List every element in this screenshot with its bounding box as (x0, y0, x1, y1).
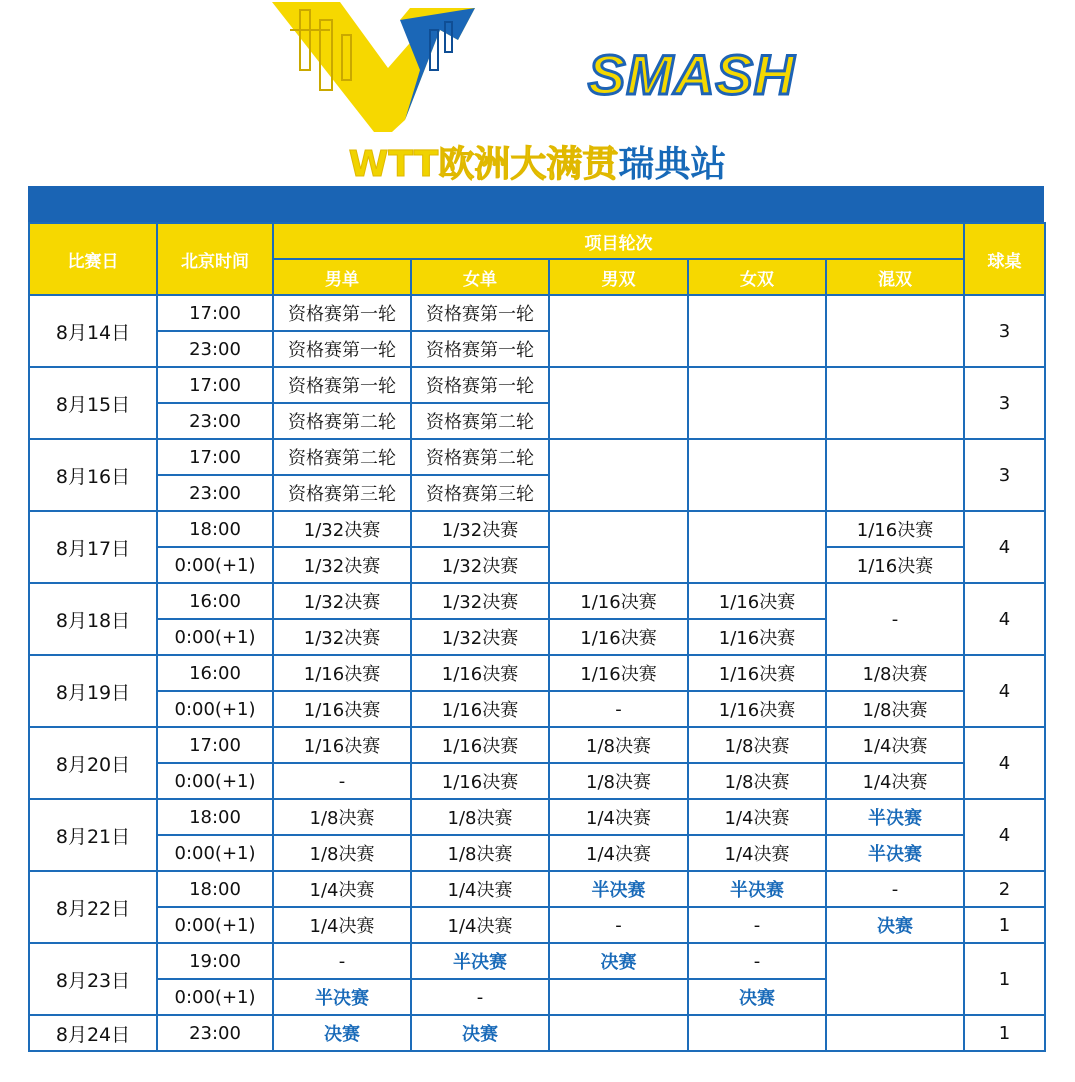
ms-cell: 资格赛第一轮 (273, 331, 411, 367)
tables-cell: 4 (964, 511, 1045, 583)
wd-cell (688, 1015, 826, 1051)
wtt-logo (270, 0, 570, 135)
ws-cell: 资格赛第一轮 (411, 331, 549, 367)
header-tables: 球桌 (964, 223, 1045, 295)
header-band (28, 186, 1044, 222)
md-cell: 1/8决赛 (549, 727, 688, 763)
wd-cell: 1/16决赛 (688, 583, 826, 619)
md-cell (549, 367, 688, 439)
wd-cell: 决赛 (688, 979, 826, 1015)
schedule-table (28, 222, 1046, 1052)
ws-cell: 决赛 (411, 1015, 549, 1051)
ws-cell: 资格赛第一轮 (411, 295, 549, 331)
xd-cell: 1/4决赛 (826, 727, 964, 763)
wd-cell: - (688, 907, 826, 943)
tables-cell: 2 (964, 871, 1045, 907)
table-row (29, 943, 1045, 979)
ws-cell: 1/32决赛 (411, 547, 549, 583)
date-cell: 8月18日 (29, 583, 157, 655)
ws-cell: 1/8决赛 (411, 799, 549, 835)
wd-cell: 1/16决赛 (688, 655, 826, 691)
ws-cell: 资格赛第三轮 (411, 475, 549, 511)
wd-cell (688, 295, 826, 367)
header-ms: 男单 (273, 259, 411, 295)
tables-cell: 4 (964, 655, 1045, 727)
table-row (29, 871, 1045, 907)
xd-cell (826, 367, 964, 439)
table-row (29, 367, 1045, 403)
tables-cell: 4 (964, 583, 1045, 655)
header-wd: 女双 (688, 259, 826, 295)
time-cell: 18:00 (157, 871, 273, 907)
table-row (29, 295, 1045, 331)
wd-cell (688, 439, 826, 511)
wd-cell (688, 367, 826, 439)
ws-cell: - (411, 979, 549, 1015)
date-cell: 8月20日 (29, 727, 157, 799)
md-cell (549, 295, 688, 367)
date-cell: 8月19日 (29, 655, 157, 727)
time-cell: 23:00 (157, 475, 273, 511)
header-xd: 混双 (826, 259, 964, 295)
time-cell: 17:00 (157, 295, 273, 331)
md-cell (549, 1015, 688, 1051)
tables-cell: 1 (964, 907, 1045, 943)
ms-cell: 1/4决赛 (273, 871, 411, 907)
table-row (29, 583, 1045, 619)
md-cell: 1/4决赛 (549, 835, 688, 871)
time-cell: 23:00 (157, 1015, 273, 1051)
time-cell: 16:00 (157, 655, 273, 691)
time-cell: 17:00 (157, 367, 273, 403)
time-cell: 17:00 (157, 439, 273, 475)
time-cell: 18:00 (157, 511, 273, 547)
table-row (29, 835, 1045, 871)
xd-cell: 1/4决赛 (826, 763, 964, 799)
table-row (29, 691, 1045, 727)
header-time: 北京时间 (157, 223, 273, 295)
header-date: 比赛日 (29, 223, 157, 295)
ms-cell: 决赛 (273, 1015, 411, 1051)
time-cell: 0:00(+1) (157, 763, 273, 799)
xd-cell: 1/16决赛 (826, 511, 964, 547)
md-cell (549, 439, 688, 511)
ws-cell: 资格赛第一轮 (411, 367, 549, 403)
ms-cell: - (273, 763, 411, 799)
page-title (0, 136, 1075, 187)
ms-cell: 1/32决赛 (273, 619, 411, 655)
date-cell: 8月22日 (29, 871, 157, 943)
wd-cell: 1/4决赛 (688, 835, 826, 871)
xd-cell: 半决赛 (826, 799, 964, 835)
tables-cell: 3 (964, 295, 1045, 367)
ms-cell: 1/16决赛 (273, 655, 411, 691)
ws-cell: 1/16决赛 (411, 763, 549, 799)
xd-cell: 1/8决赛 (826, 691, 964, 727)
time-cell: 17:00 (157, 727, 273, 763)
tables-cell: 4 (964, 799, 1045, 871)
time-cell: 23:00 (157, 403, 273, 439)
wd-cell: 1/4决赛 (688, 799, 826, 835)
time-cell: 0:00(+1) (157, 547, 273, 583)
header-md: 男双 (549, 259, 688, 295)
wd-cell: 半决赛 (688, 871, 826, 907)
ms-cell: 1/8决赛 (273, 835, 411, 871)
wd-cell: - (688, 943, 826, 979)
wd-cell (688, 511, 826, 583)
tables-cell: 3 (964, 367, 1045, 439)
wd-cell: 1/8决赛 (688, 727, 826, 763)
ms-cell: 资格赛第一轮 (273, 367, 411, 403)
md-cell (549, 979, 688, 1015)
date-cell: 8月17日 (29, 511, 157, 583)
ms-cell: 资格赛第二轮 (273, 403, 411, 439)
table-row (29, 439, 1045, 475)
time-cell: 0:00(+1) (157, 691, 273, 727)
ms-cell: 1/16决赛 (273, 727, 411, 763)
table-row (29, 547, 1045, 583)
xd-cell: 1/16决赛 (826, 547, 964, 583)
tables-cell: 3 (964, 439, 1045, 511)
tables-cell: 4 (964, 727, 1045, 799)
xd-cell: 决赛 (826, 907, 964, 943)
md-cell: - (549, 691, 688, 727)
ws-cell: 资格赛第二轮 (411, 439, 549, 475)
md-cell: 1/16决赛 (549, 583, 688, 619)
table-row (29, 655, 1045, 691)
xd-cell (826, 943, 964, 1015)
ws-cell: 1/16决赛 (411, 727, 549, 763)
smash-wordmark: SMASH (588, 43, 796, 106)
md-cell: 半决赛 (549, 871, 688, 907)
ms-cell: 1/16决赛 (273, 691, 411, 727)
time-cell: 0:00(+1) (157, 907, 273, 943)
ws-cell: 1/16决赛 (411, 655, 549, 691)
xd-cell (826, 295, 964, 367)
wtt-v-logo-icon (270, 0, 570, 135)
ms-cell: 1/32决赛 (273, 547, 411, 583)
table-row (29, 907, 1045, 943)
ms-cell: 1/32决赛 (273, 583, 411, 619)
date-cell: 8月24日 (29, 1015, 157, 1051)
ws-cell: 1/16决赛 (411, 691, 549, 727)
xd-cell: 1/8决赛 (826, 655, 964, 691)
time-cell: 19:00 (157, 943, 273, 979)
ws-cell: 1/4决赛 (411, 907, 549, 943)
ms-cell: 1/8决赛 (273, 799, 411, 835)
xd-cell: 半决赛 (826, 835, 964, 871)
ws-cell: 1/8决赛 (411, 835, 549, 871)
ws-cell: 1/32决赛 (411, 511, 549, 547)
time-cell: 16:00 (157, 583, 273, 619)
md-cell: 1/4决赛 (549, 799, 688, 835)
date-cell: 8月21日 (29, 799, 157, 871)
table-row (29, 799, 1045, 835)
wd-cell: 1/16决赛 (688, 619, 826, 655)
time-cell: 0:00(+1) (157, 619, 273, 655)
md-cell: 决赛 (549, 943, 688, 979)
date-cell: 8月16日 (29, 439, 157, 511)
table-row (29, 1015, 1045, 1051)
xd-cell: - (826, 583, 964, 655)
md-cell: 1/16决赛 (549, 619, 688, 655)
header-ws: 女单 (411, 259, 549, 295)
md-cell: 1/8决赛 (549, 763, 688, 799)
tables-cell: 1 (964, 1015, 1045, 1051)
table-row (29, 763, 1045, 799)
xd-cell: - (826, 871, 964, 907)
date-cell: 8月14日 (29, 295, 157, 367)
time-cell: 18:00 (157, 799, 273, 835)
md-cell: - (549, 907, 688, 943)
ms-cell: 资格赛第二轮 (273, 439, 411, 475)
ms-cell: 资格赛第一轮 (273, 295, 411, 331)
table-row (29, 511, 1045, 547)
ws-cell: 1/32决赛 (411, 583, 549, 619)
title-part1: WTT欧洲大满贯 (348, 144, 619, 185)
wd-cell: 1/16决赛 (688, 691, 826, 727)
xd-cell (826, 439, 964, 511)
time-cell: 0:00(+1) (157, 979, 273, 1015)
date-cell: 8月23日 (29, 943, 157, 1015)
md-cell: 1/16决赛 (549, 655, 688, 691)
header-events: 项目轮次 (273, 223, 964, 259)
ms-cell: - (273, 943, 411, 979)
ws-cell: 1/32决赛 (411, 619, 549, 655)
xd-cell (826, 1015, 964, 1051)
time-cell: 23:00 (157, 331, 273, 367)
ws-cell: 半决赛 (411, 943, 549, 979)
table-row (29, 727, 1045, 763)
date-cell: 8月15日 (29, 367, 157, 439)
md-cell (549, 511, 688, 583)
ms-cell: 1/4决赛 (273, 907, 411, 943)
time-cell: 0:00(+1) (157, 835, 273, 871)
ms-cell: 半决赛 (273, 979, 411, 1015)
tables-cell: 1 (964, 943, 1045, 1015)
ms-cell: 1/32决赛 (273, 511, 411, 547)
ws-cell: 资格赛第二轮 (411, 403, 549, 439)
wd-cell: 1/8决赛 (688, 763, 826, 799)
title-part2: 瑞典站 (618, 144, 727, 185)
ms-cell: 资格赛第三轮 (273, 475, 411, 511)
ws-cell: 1/4决赛 (411, 871, 549, 907)
